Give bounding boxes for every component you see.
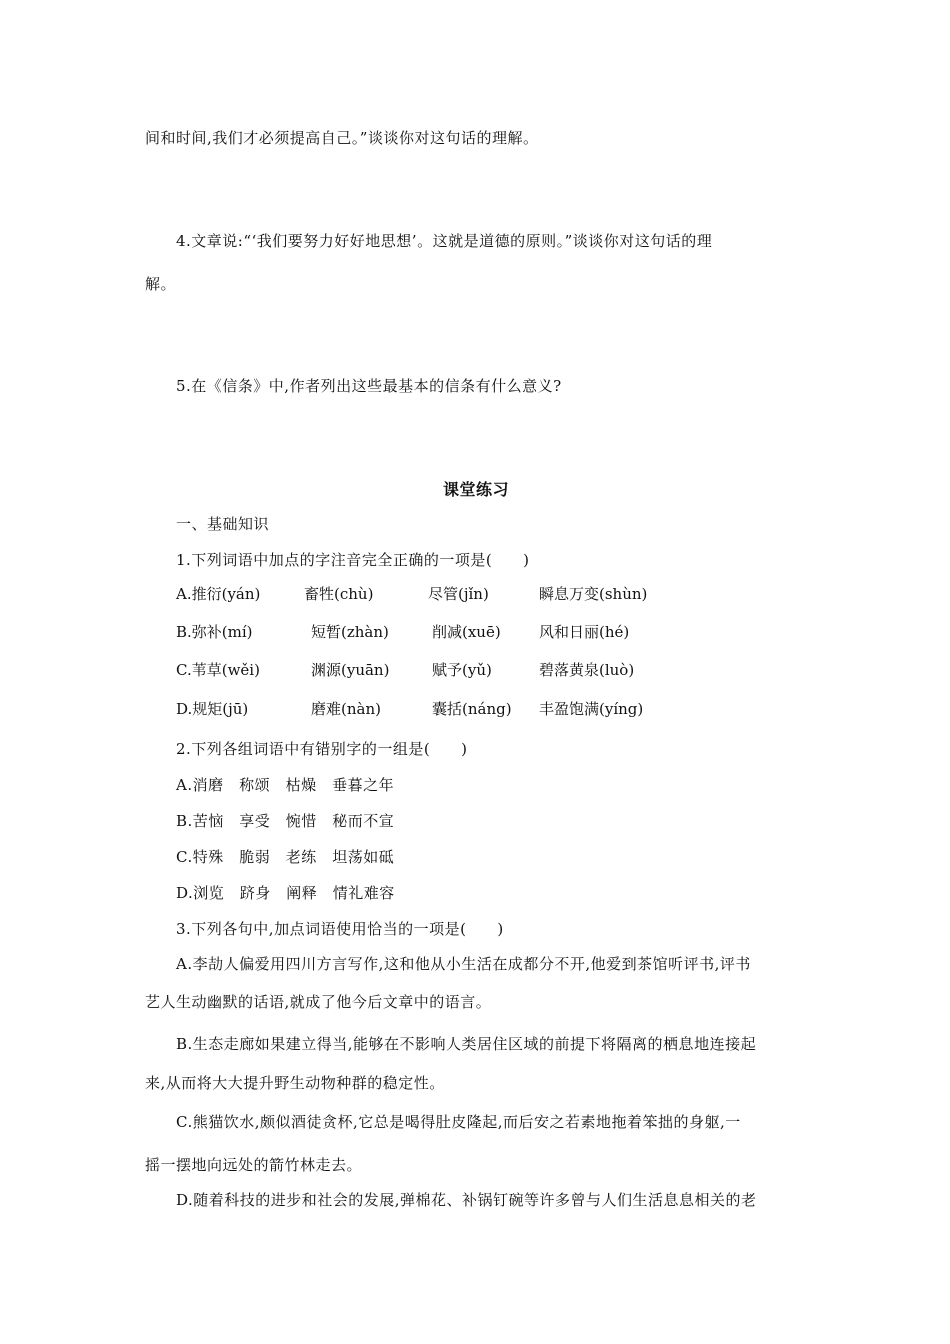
option-word: 瞬息万变(shùn) [539,585,648,603]
section-title: 课堂练习 [443,480,510,499]
option-word: C.苇草(wěi) [176,661,260,679]
q2-stem: 2.下列各组词语中有错别字的一组是( ) [176,740,468,758]
option-word: 囊括(náng) [432,700,512,718]
q2-option-b: B.苦恼 享受 惋惜 秘而不宣 [176,812,395,830]
option-word: 风和日丽(hé) [539,623,630,641]
q1-stem: 1.下列词语中加点的字注音完全正确的一项是( ) [176,551,530,569]
option-word: 渊源(yuān) [311,661,390,679]
q2-option-c: C.特殊 脆弱 老练 坦荡如砥 [176,848,395,866]
option-word: D.规矩(jū) [176,700,249,718]
option-word: 短暂(zhàn) [311,623,389,641]
option-word: 尽管(jǐn) [428,585,489,603]
option-word: 畜牲(chù) [304,585,374,603]
section-heading: 一、基础知识 [176,515,270,533]
option-word: 丰盈饱满(yíng) [539,700,644,718]
q3-option-d: D.随着科技的进步和社会的发展,弹棉花、补锅钉碗等许多曾与人们生活息息相关的老 [176,1191,757,1209]
q3-option-c: C.熊猫饮水,颇似酒徒贪杯,它总是喝得肚皮隆起,而后安之若素地拖着笨拙的身躯,一 [176,1113,741,1131]
q2-option-d: D.浏览 跻身 阐释 情礼难容 [176,884,395,902]
option-word: 碧落黄泉(luò) [539,661,635,679]
option-word: A.推衍(yán) [176,585,261,603]
q3-option-a: A.李劼人偏爱用四川方言写作,这和他从小生活在成都分不开,他爱到茶馆听评书,评书 [176,955,751,973]
q3-option-a-line2: 艺人生动幽默的话语,就成了他今后文章中的语言。 [145,993,492,1011]
option-word: 磨难(nàn) [311,700,381,718]
q3-option-b-line2: 来,从而将大大提升野生动物种群的稳定性。 [145,1074,445,1092]
question-4-line2: 解。 [145,275,177,293]
question-5: 5.在《信条》中,作者列出这些最基本的信条有什么意义? [176,377,562,395]
question-4: 4.文章说:“‘我们要努力好好地思想’。这就是道德的原则。”谈谈你对这句话的理 [176,232,713,250]
q2-option-a: A.消磨 称颂 枯燥 垂暮之年 [176,776,395,794]
option-word: 赋予(yǔ) [432,661,492,679]
q3-option-b: B.生态走廊如果建立得当,能够在不影响人类居住区域的前提下将隔离的栖息地连接起 [176,1035,757,1053]
question-3-continuation: 间和时间,我们才必须提高自己。”谈谈你对这句话的理解。 [145,129,539,147]
option-word: B.弥补(mí) [176,623,253,641]
option-word: 削减(xuē) [432,623,501,641]
q3-stem: 3.下列各句中,加点词语使用恰当的一项是( ) [176,920,504,938]
q3-option-c-line2: 摇一摆地向远处的箭竹林走去。 [145,1156,363,1174]
